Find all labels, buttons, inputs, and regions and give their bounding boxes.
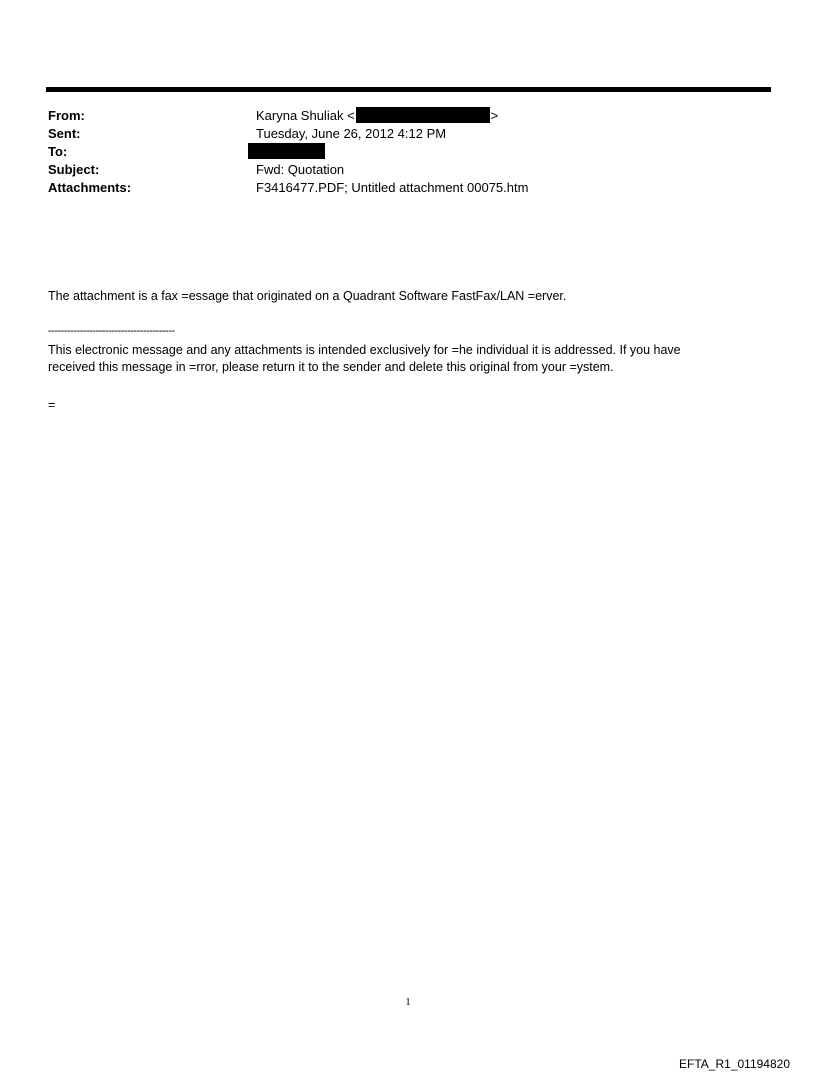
from-open-bracket: < [347,108,355,123]
body-paragraph-2-line-1: This electronic message and any attachments is intended exclusively for =he individual it is addressed. If you have [48,343,681,357]
attachments-label: Attachments: [48,180,132,195]
from-name: Karyna Shuliak [256,108,344,123]
body-paragraph-2 [48,342,778,376]
page-number: 1 [405,996,411,1008]
redacted-email [356,107,490,123]
redacted-recipient [248,143,325,159]
from-row [48,107,748,125]
sent-label: Sent: [48,126,81,141]
document-id: EFTA_R1_01194820 [679,1057,790,1071]
from-label: From: [48,108,85,123]
from-close-bracket: > [490,108,499,123]
attachments-value: F3416477.PDF; Untitled attachment 00075.htm [256,180,529,195]
body-paragraph-1: The attachment is a fax =essage that originated on a Quadrant Software FastFax/LAN =erver. [48,289,567,303]
body-separator: ---------------------------------------- [48,325,175,337]
sent-value: Tuesday, June 26, 2012 4:12 PM [256,126,447,141]
to-label: To: [48,144,68,159]
attachments-row [48,179,748,197]
sent-row [48,125,748,143]
header-rule [46,87,771,92]
subject-label: Subject: [48,162,100,177]
to-row [48,143,748,161]
body-paragraph-2-line-2: received this message in =rror, please return it to the sender and delete this original from your =ystem. [48,360,614,374]
subject-row [48,161,748,179]
body-trailer: = [48,398,56,412]
email-header [48,107,748,197]
from-value [256,107,498,125]
subject-value: Fwd: Quotation [256,162,345,177]
to-value [256,143,325,161]
